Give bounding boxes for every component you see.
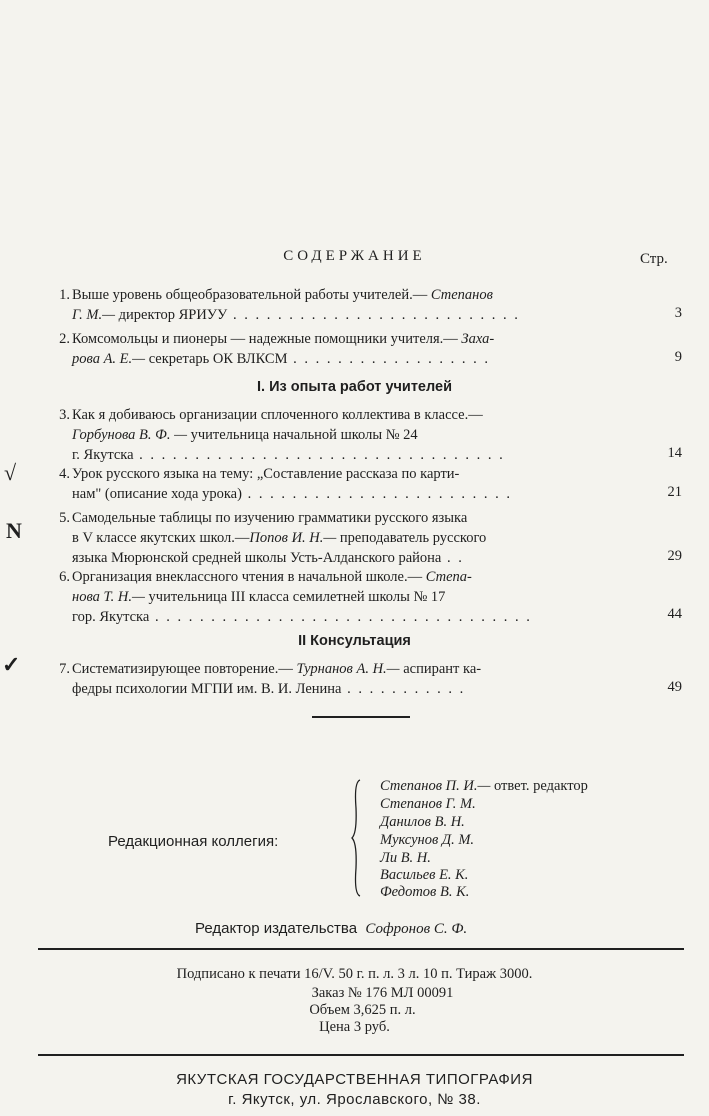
entry-page: 3 bbox=[674, 305, 682, 321]
entry-title: Урок русского языка на тему: „Составление рассказа по карти- bbox=[72, 466, 460, 482]
toc-heading: СОДЕРЖАНИЕ bbox=[283, 248, 426, 264]
entry-author: Степанов bbox=[430, 287, 493, 303]
divider-line bbox=[38, 1054, 684, 1056]
imprint-price: Цена 3 руб. bbox=[319, 1019, 390, 1035]
margin-mark: N bbox=[6, 518, 22, 543]
entry-role: аспирант ка- bbox=[403, 661, 482, 677]
curly-brace-icon bbox=[350, 778, 362, 898]
entry-number: 6. bbox=[59, 569, 70, 585]
publisher-editor: Редактор издательства Софронов С. Ф. bbox=[195, 920, 468, 937]
margin-check-mark: ✓ bbox=[2, 652, 21, 677]
entry-number: 2. bbox=[59, 331, 70, 347]
entry-title: Комсомольцы и пионеры — надежные помощники учителя.— bbox=[72, 331, 458, 347]
entry-title-cont: в V классе якутских школ.— bbox=[72, 530, 250, 546]
entry-page: 9 bbox=[674, 349, 682, 365]
entry-author: нова Т. Н.— bbox=[72, 589, 145, 605]
entry-title: Систематизирующее повторение.— bbox=[72, 661, 293, 677]
entry-page: 14 bbox=[667, 445, 682, 461]
entry-role: секретарь ОК ВЛКСМ bbox=[148, 351, 288, 367]
board-member: Васильев Е. К. bbox=[380, 867, 469, 883]
short-divider bbox=[312, 716, 410, 718]
printer-address: г. Якутск, ул. Ярославского, № 38. bbox=[228, 1091, 481, 1108]
printer-name: ЯКУТСКАЯ ГОСУДАРСТВЕННАЯ ТИПОГРАФИЯ bbox=[176, 1071, 533, 1088]
imprint-line: Заказ № 176 МЛ 00091 bbox=[311, 985, 454, 1001]
imprint-line: Объем 3,625 п. л. bbox=[309, 1002, 416, 1018]
entry-author: Г. М.— bbox=[72, 307, 116, 323]
divider-line bbox=[38, 948, 684, 950]
entry-title-cont: нам" (описание хода урока) bbox=[72, 486, 242, 502]
entry-page: 44 bbox=[667, 606, 682, 622]
entry-author: Степа- bbox=[425, 569, 472, 585]
entry-place: языка Мюрюнской средней школы Усть-Алданского района bbox=[72, 550, 442, 566]
board-member: Степанов Г. М. bbox=[380, 796, 476, 812]
entry-page: 21 bbox=[667, 484, 682, 500]
board-member: Ли В. Н. bbox=[380, 850, 431, 866]
entry-author: рова А. Е.— bbox=[72, 351, 146, 367]
page-column-label: Стр. bbox=[640, 251, 668, 267]
entry-page: 49 bbox=[667, 679, 682, 695]
entry-number: 7. bbox=[59, 661, 70, 677]
entry-number: 5. bbox=[59, 510, 70, 526]
entry-number: 4. bbox=[59, 466, 70, 482]
margin-check-mark: √ bbox=[4, 460, 17, 485]
entry-number: 3. bbox=[59, 407, 70, 423]
entry-title: Как я добиваюсь организации сплоченного коллектива в классе.— bbox=[72, 407, 483, 423]
entry-place: г. Якутска bbox=[72, 447, 134, 463]
entry-title: Выше уровень общеобразовательной работы учителей.— bbox=[72, 287, 428, 303]
entry-role-cont: федры психологии МГПИ им. В. И. Ленина bbox=[72, 681, 342, 697]
entry-page: 29 bbox=[667, 548, 682, 564]
entry-author: Попов И. Н.— bbox=[249, 530, 337, 546]
entry-title: Организация внеклассного чтения в начальной школе.— bbox=[72, 569, 423, 585]
section-heading-1: I. Из опыта работ учителей bbox=[257, 379, 452, 395]
entry-place: гор. Якутска bbox=[72, 609, 150, 625]
entry-role: учительница III класса семилетней школы № 17 bbox=[148, 589, 446, 605]
entry-role: преподаватель русского bbox=[339, 530, 487, 546]
entry-author: Турнанов А. Н.— bbox=[296, 661, 400, 677]
entry-title: Самодельные таблицы по изучению грамматики русского языка bbox=[72, 510, 468, 526]
entry-author: Заха- bbox=[461, 331, 495, 347]
section-heading-2: II Консультация bbox=[298, 633, 411, 649]
board-member: Муксунов Д. М. bbox=[380, 832, 475, 848]
board-member: Данилов В. Н. bbox=[380, 814, 465, 830]
entry-role: директор ЯРИУУ bbox=[118, 307, 228, 323]
board-member: Федотов В. К. bbox=[380, 884, 470, 900]
board-member: Степанов П. И.— ответ. редактор bbox=[380, 778, 588, 794]
editorial-board-label: Редакционная коллегия: bbox=[108, 833, 279, 850]
entry-role: учительница начальной школы № 24 bbox=[190, 427, 418, 443]
entry-number: 1. bbox=[59, 287, 70, 303]
entry-author: Горбунова В. Ф. — bbox=[72, 427, 187, 443]
imprint-line: Подписано к печати 16/V. 50 г. п. л. 3 л. 10 п. Тираж 3000. bbox=[176, 966, 533, 982]
